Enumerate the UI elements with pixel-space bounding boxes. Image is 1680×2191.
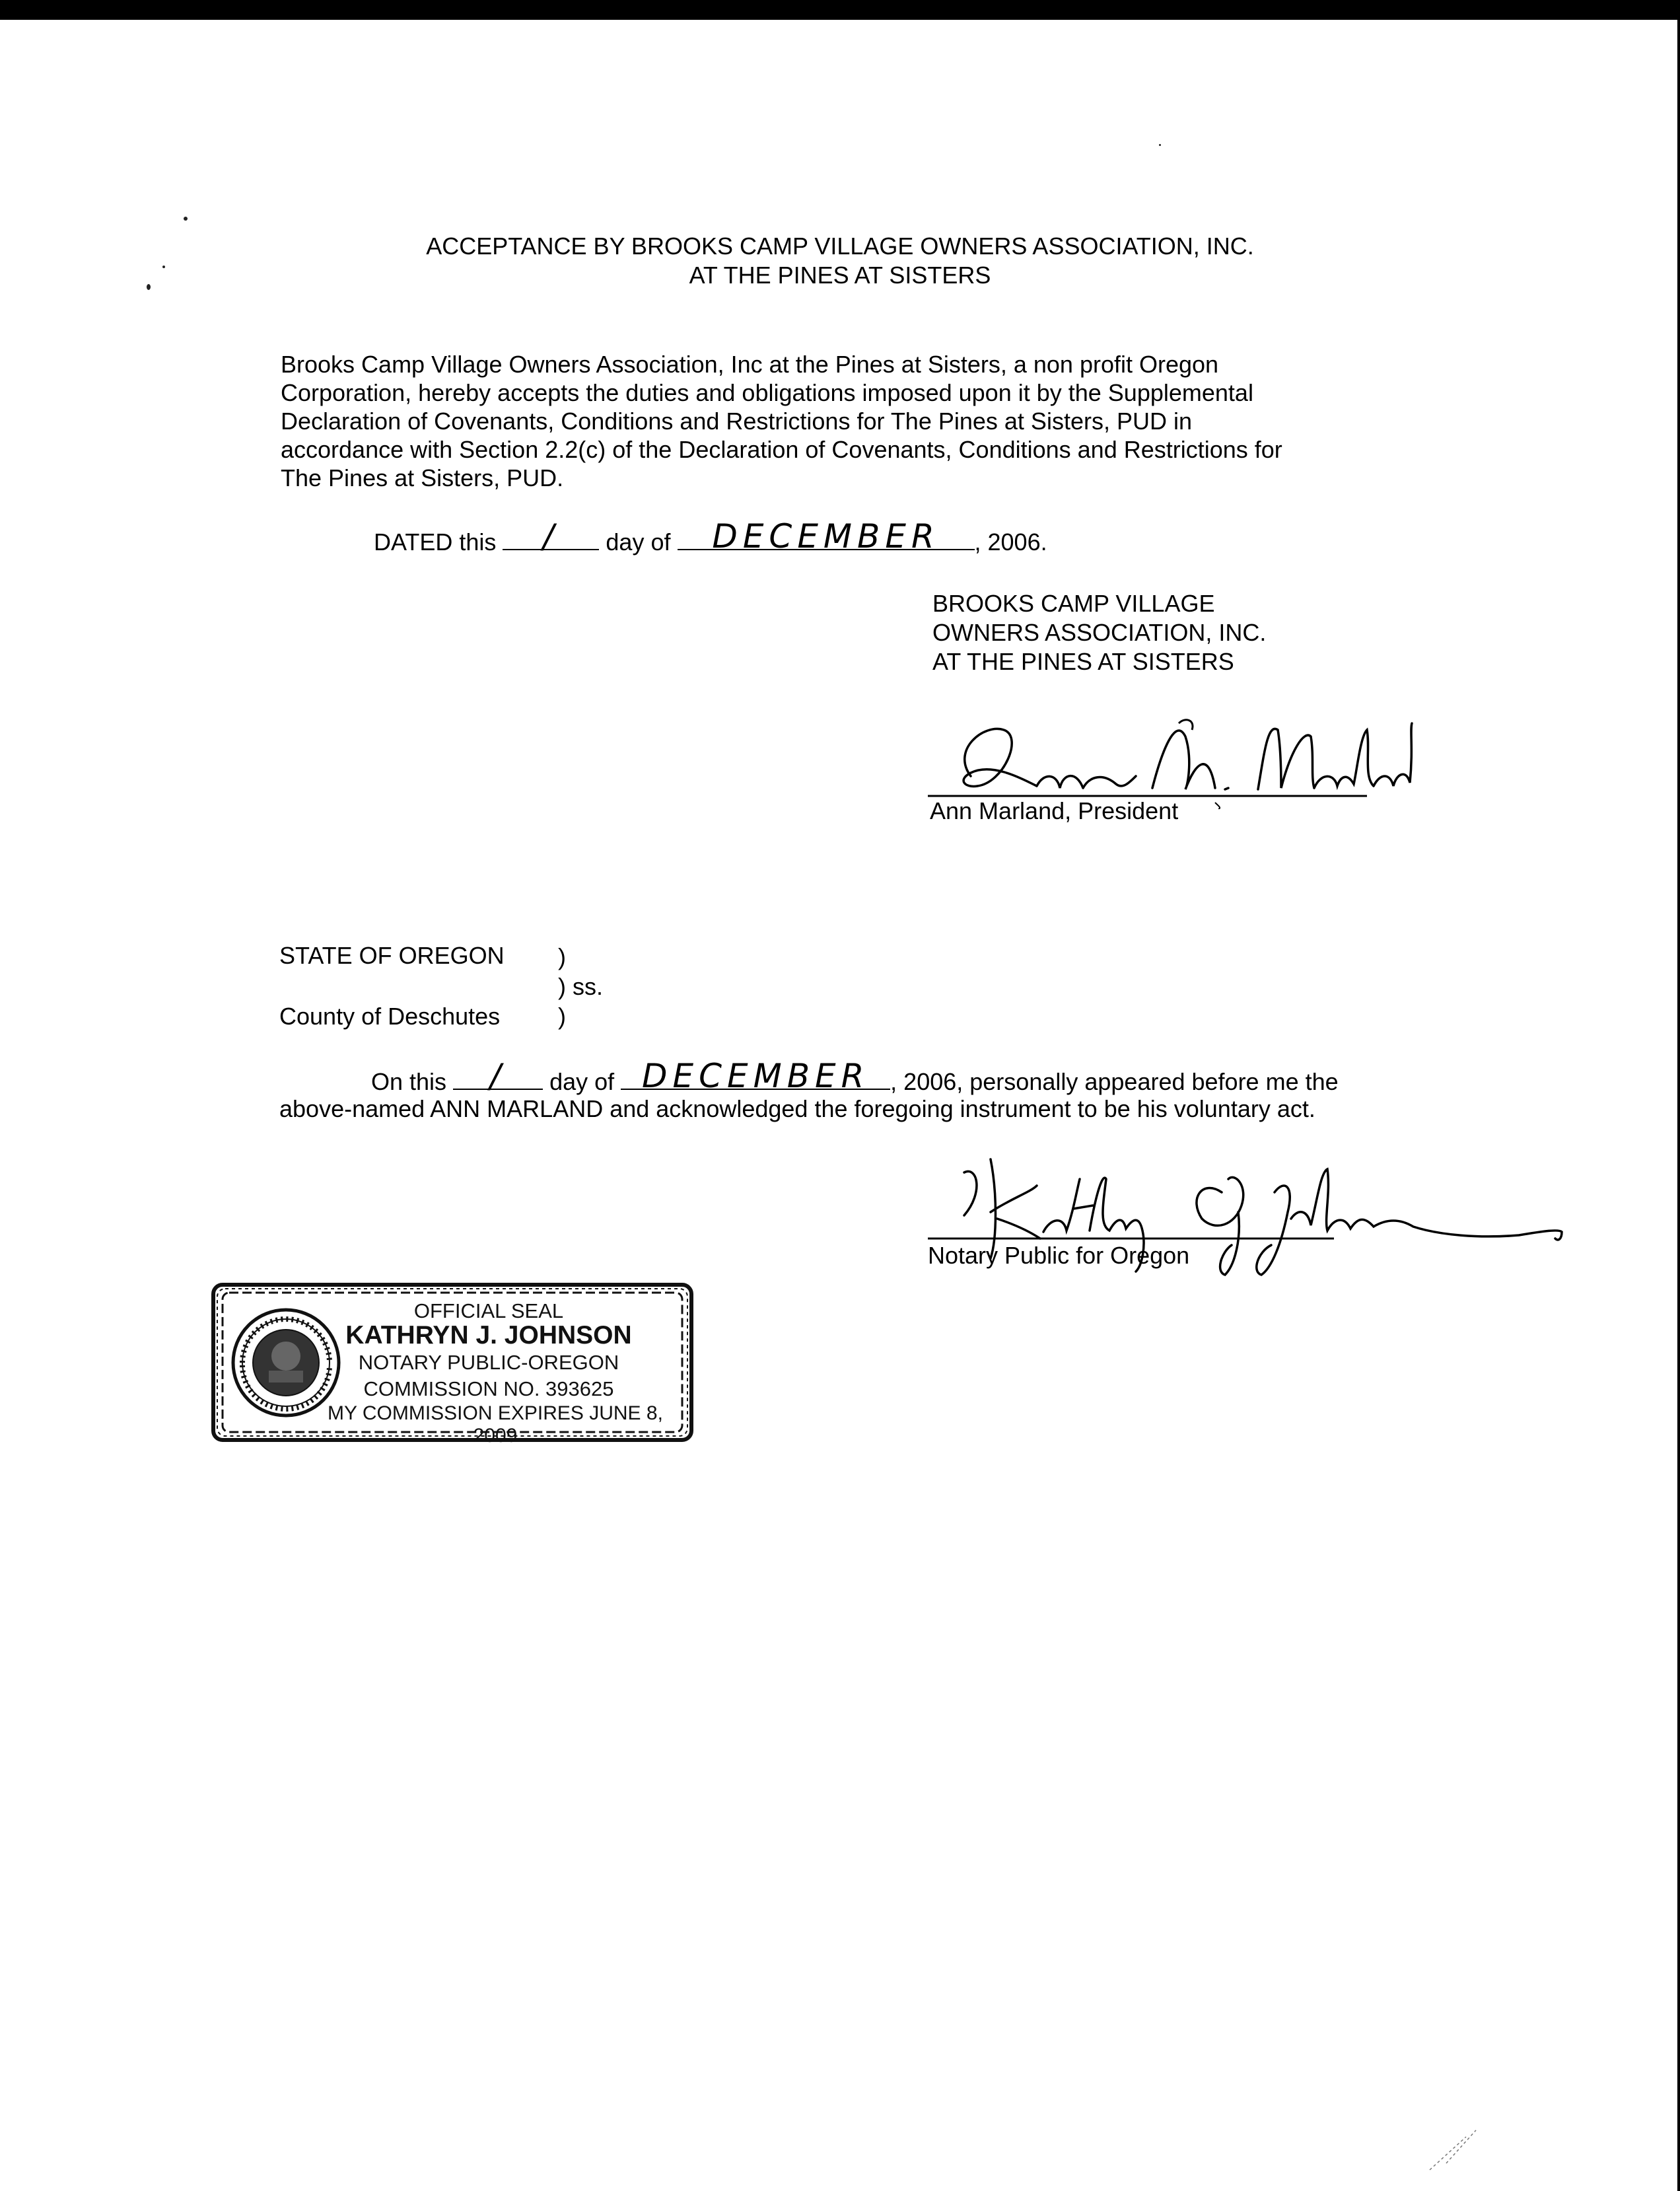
ack-middle: day of	[549, 1068, 615, 1095]
scan-right-border	[1677, 0, 1680, 2191]
venue-county: County of Deschutes	[279, 1003, 501, 1030]
document-subtitle: AT THE PINES AT SISTERS	[689, 262, 991, 289]
seal-line5: MY COMMISSION EXPIRES JUNE 8, 2009	[328, 1402, 663, 1447]
scan-speck	[1159, 144, 1161, 146]
venue-state: STATE OF OREGON	[279, 942, 505, 969]
dated-line	[374, 517, 1047, 556]
ack-prefix: On this	[371, 1068, 447, 1095]
ack-day: /	[489, 1057, 507, 1095]
acknowledgment-line1	[371, 1057, 1339, 1096]
seal-line4: COMMISSION NO. 393625	[363, 1377, 614, 1400]
paragraph-line: accordance with Section 2.2(c) of the Declaration of Covenants, Conditions and Restrictions for	[281, 436, 1282, 463]
paragraph-line: Declaration of Covenants, Conditions and Restrictions for The Pines at Sisters, PUD in	[281, 408, 1192, 435]
scan-speck	[184, 217, 188, 221]
signatory-name-title: Ann Marland, President	[930, 797, 1179, 824]
dated-month-blank	[678, 517, 975, 556]
signatory-org-line3: AT THE PINES AT SISTERS	[932, 648, 1234, 675]
ack-month-blank	[621, 1057, 890, 1095]
official-seal-stamp	[208, 1278, 697, 1447]
scan-marks	[1426, 2127, 1479, 2173]
seal-line2: KATHRYN J. JOHNSON	[345, 1321, 632, 1349]
dated-middle: day of	[606, 528, 671, 556]
signatory-org-line1: BROOKS CAMP VILLAGE	[932, 590, 1215, 617]
president-signature	[925, 710, 1413, 809]
dated-day-blank	[503, 517, 599, 556]
ack-suffix: , 2006, personally appeared before me the	[890, 1068, 1339, 1095]
paragraph-line: The Pines at Sisters, PUD.	[281, 464, 564, 491]
venue-paren-top: )	[558, 943, 566, 970]
dated-month: DECEMBER	[712, 517, 940, 556]
notary-label: Notary Public for Oregon	[928, 1242, 1190, 1269]
document-title: ACCEPTANCE BY BROOKS CAMP VILLAGE OWNERS ASSOCIATION, INC.	[426, 233, 1254, 260]
signatory-org-line2: OWNERS ASSOCIATION, INC.	[932, 619, 1267, 646]
dated-day: /	[542, 517, 559, 556]
dated-prefix: DATED this	[374, 528, 497, 556]
paragraph-line: Brooks Camp Village Owners Association, Inc at the Pines at Sisters, a non profit Oregon	[281, 351, 1219, 378]
scan-top-border	[0, 0, 1680, 20]
ack-day-blank	[453, 1057, 543, 1095]
acceptance-paragraph	[281, 350, 1390, 492]
dated-suffix: , 2006.	[974, 528, 1047, 556]
paragraph-line: Corporation, hereby accepts the duties and obligations imposed upon it by the Supplemental	[281, 379, 1253, 406]
venue-paren-bottom: )	[558, 1003, 566, 1030]
acknowledgment-line2: above-named ANN MARLAND and acknowledged the foregoing instrument to be his voluntary act.	[279, 1095, 1315, 1122]
seal-line1: OFFICIAL SEAL	[413, 1299, 564, 1322]
seal-line3: NOTARY PUBLIC-OREGON	[358, 1351, 619, 1374]
ack-month: DECEMBER	[641, 1057, 870, 1095]
venue-ss: ) ss.	[558, 973, 603, 1000]
